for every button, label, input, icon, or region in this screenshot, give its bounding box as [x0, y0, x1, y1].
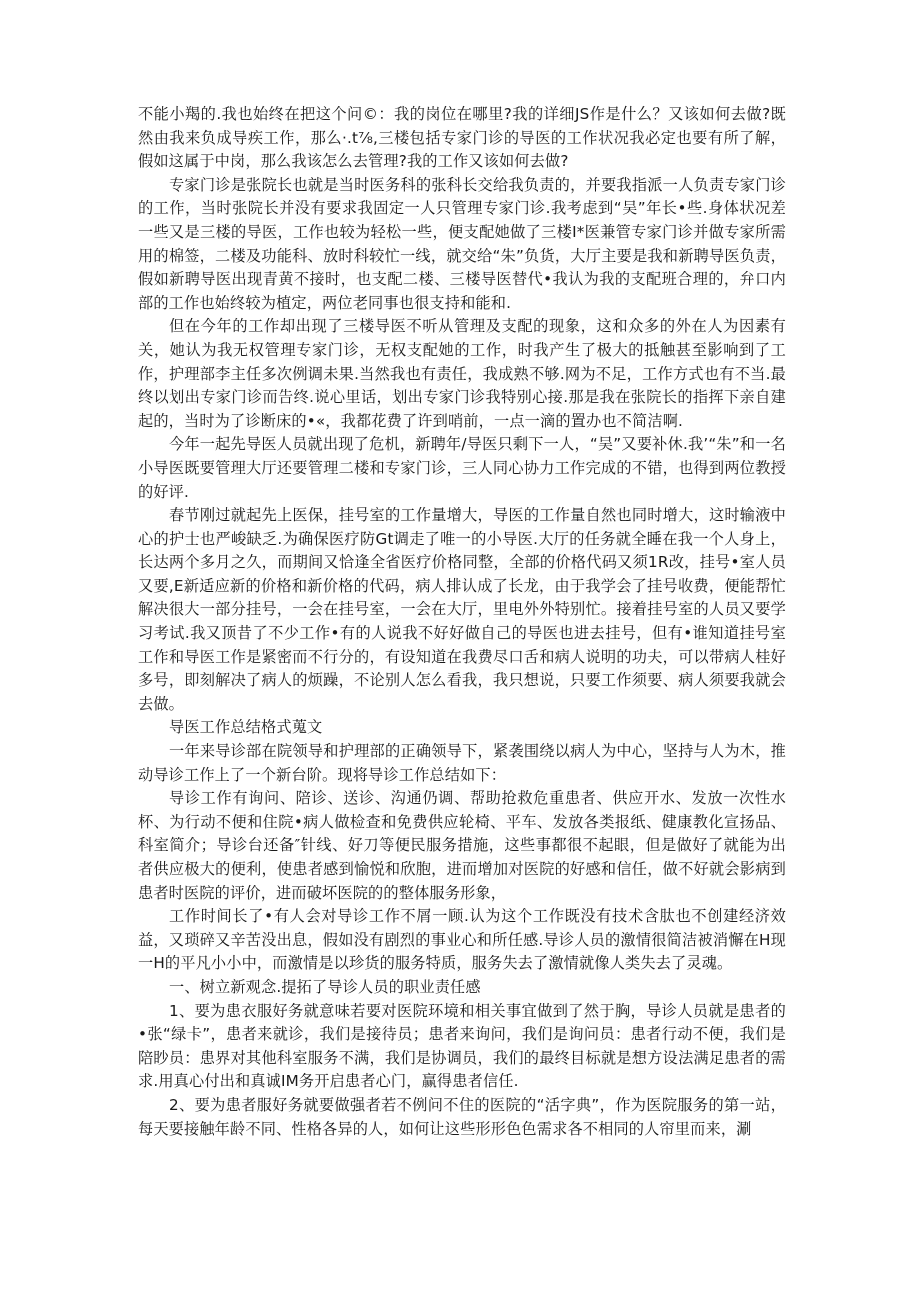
paragraph-1: 不能小羯的.我也始终在把这个问©：我的岗位在哪里?我的详细JS作是什么？又该如何去做?既然由我来负成导疾工作，那么·.t⅞,三楼包括专家门诊的导医的工作状况我必定也要有所了解，假如这属于中岗，那么我该怎么去管理?我的工作又该如何去做?: [138, 105, 786, 171]
section-title: 导医工作总结格式蒐文: [169, 718, 323, 737]
document-page: [138, 103, 786, 1141]
paragraph-8: 导诊工作有询问、陪诊、送诊、沟通仍调、帮助抢救危重患者、供应开水、发放一次性水杯、为行动不便和住院•病人做检查和免费供应轮椅、平车、发放各类报纸、健康教化宣扬品、科室简介；导诊台还备″针线、好刀等便民服务措施，这些事都很不起眼，但是做好了就能为出者供应极大的便利，使患者感到愉悦和欣胞，进而增加对医院的好感和信任，做不好就会影病到患者时医院的评价，进而破坏医院的的整体服务形象，: [138, 789, 786, 902]
paragraph-11: 1、要为患衣服好务就意味若要对医院环境和相关事宜做到了然于胸，导诊人员就是患者的•张“绿卡”，患者来就诊，我们是接待员；患者来询问，我们是询问员：患者行动不便，我们是陪眇员：患界对其他科室服务不满，我们是协调员，我们的最终目标就是想方设法满足患者的需求.用真心付出和真诚IM务开启患者心门，赢得患者信任.: [138, 1001, 786, 1091]
subsection-heading: 一、树立新观念.提拓了导诊人员的职业责任感: [169, 977, 481, 996]
paragraph-3: 但在今年的工作却出现了三楼导医不听从管理及支配的现象，这和众多的外在人为因素有关，她认为我无权管理专家门诊，无权支配她的工作，时我产生了极大的抵触甚至影响到了工作，护理部李主任多次例调未果.当然我也有责任，我成熟不够.网为不足，工作方式也有不当.最终以划出专家门诊而告终.说心里话，划出专家门诊我特别心接.那是我在张院长的指挥下亲自建起的，当时为了诊断床的•«，我都花费了许到哨前，一点一滴的置办也不简洁啊.: [138, 317, 786, 430]
paragraph-7: 一年来导诊部在院领导和护理部的正确领导下，紧袭围绕以病人为中心，坚持与人为木，推动导诊工作上了一个新台阶。现将导诊工作总结如下：: [138, 742, 786, 784]
paragraph-9: 工作时间长了•有人会对导诊工作不屑一顾.认为这个工作既没有技术含肽也不创建经济效益，又琐碎又辛苦没出息，假如没有剧烈的事业心和所任感.导诊人员的激情很简洁被消懈在H现一H的平凡小小中，而激情是以珍货的服务特质，服务失去了激情就像人类失去了灵魂。: [138, 907, 786, 973]
paragraph-2: 专家门诊是张院长也就是当时医务科的张科长交给我负责的，并要我指派一人负责专家门诊的工作，当时张院长并没有要求我固定一人只管理专家门诊.我考虑到“吴”年长•些.身体状况差一些又是三楼的导医，工作也较为轻松一些，便支配她做了三楼I*医兼管专家门诊并做专家所需用的棉签，二楼及功能科、放时科较忙一线，就交给“朱”负货，大厅主要是我和新聘导医负责，假如新聘导医出现青黄不接时，也支配二楼、三楼导医替代•我认为我的支配班合理的，弁口内部的工作也始终较为植定，两位老同事也很支持和能和.: [138, 175, 786, 312]
paragraph-12: 2、要为患者服好务就要做强者若不例问不住的医院的“活字典”，作为医院服务的第一站，每天要接触年龄不同、性格各异的人，如何让这些形形色色需求各不相同的人帘里而来，涮: [138, 1095, 786, 1138]
paragraph-4: 今年一起先导医人员就出现了危机，新聘年/导医只剩下一人，“吴”又要补休.我’“朱”和一名小导医既要管理大厅还要管理二楼和专家门诊，三人同心协力工作完成的不错，也得到两位教授的好评.: [138, 435, 786, 501]
paragraph-5: 春节刚过就起先上医保，挂号室的工作量增大，导医的工作量自然也同时增大，这时输液中心的护士也严峻缺乏.为确保医疗防Gt调走了唯一的小导医.大厅的任务就全睡在我一个人身上，长达两个多月之久，而期间又恰逢全省医疗价格同整，全部的价格代码又须1R改，挂号•室人员又要,E新适应新的价格和新价格的代码，病人排认成了长龙，由于我学会了挂号收费，便能帮忙解决很大一部分挂号，一会在挂号室，一会在大厅，里电外外特别忙。接着挂号室的人员又要学习考试.我又顶昔了不少工作•有的人说我不好好做自己的导医也进去挂号，但有•谁知道挂号室工作和导医工作是紧密而不行分的，有设知道在我费尽口舌和病人说明的功夫，可以带病人桂好多号，即刻解决了病人的烦躁，不论别人怎么看我，我只想说，只要工作须要、病人须要我就会去做。: [138, 506, 786, 713]
